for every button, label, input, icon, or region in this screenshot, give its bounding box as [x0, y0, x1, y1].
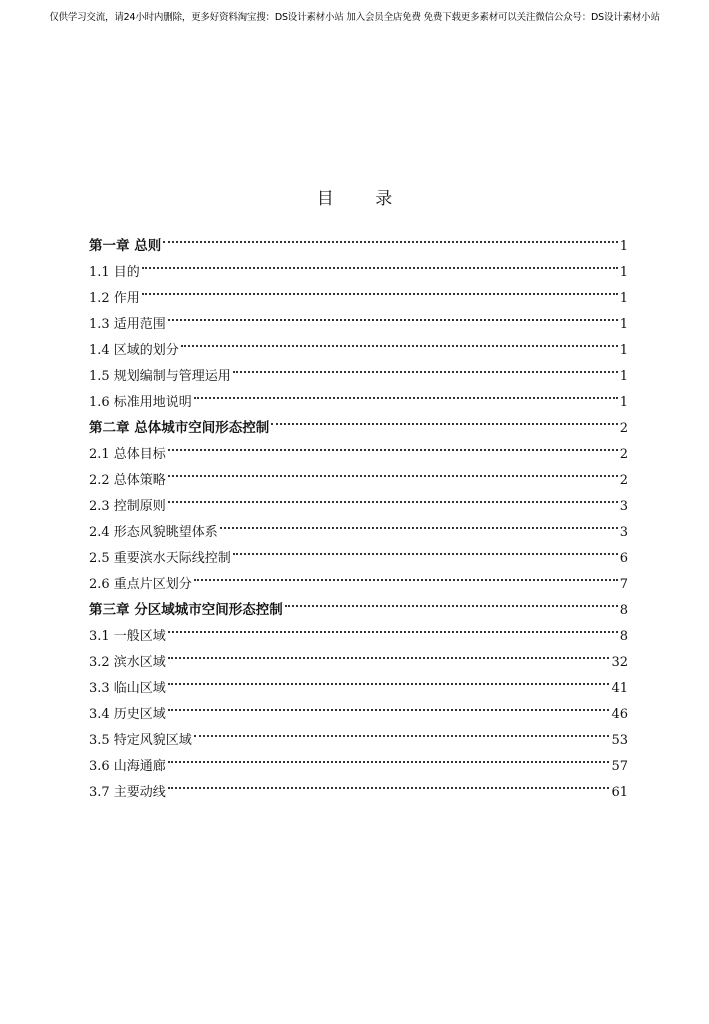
toc-entry-page: 1: [619, 265, 628, 280]
toc-entry-page: 8: [619, 629, 628, 644]
toc-entry-page: 2: [619, 473, 628, 488]
toc-entry-label: 3.5 特定风貌区域: [89, 733, 192, 748]
dot-leader: [168, 432, 618, 458]
toc-entry-label: 1.3 适用范围: [89, 317, 166, 332]
toc-entry-page: 32: [611, 655, 628, 670]
dot-leader: [168, 302, 618, 328]
dot-leader: [168, 770, 610, 796]
toc-title: 目 录: [316, 189, 411, 209]
dot-leader: [168, 614, 618, 640]
toc-entry-page: 3: [619, 499, 628, 514]
dot-leader: [271, 406, 618, 432]
toc-entry-label: 2.1 总体目标: [89, 447, 166, 462]
toc-entry-page: 6: [619, 551, 628, 566]
toc-entry-label: 1.1 目的: [89, 265, 140, 280]
toc-chapter-1[interactable]: [89, 224, 628, 254]
toc-entry-page: 1: [619, 317, 628, 332]
dot-leader: [220, 510, 618, 536]
dot-leader: [168, 484, 618, 510]
toc-entry-label: 3.4 历史区域: [89, 707, 166, 722]
table-of-contents: [89, 224, 628, 800]
toc-entry-page: 7: [619, 577, 628, 592]
dot-leader: [285, 588, 618, 614]
dot-leader: [163, 224, 618, 250]
dot-leader: [142, 250, 618, 276]
toc-entry-label: 3.2 滨水区域: [89, 655, 166, 670]
toc-section-2-1[interactable]: [89, 432, 628, 462]
toc-entry-page: 1: [619, 343, 628, 358]
toc-entry-page: 2: [619, 421, 628, 436]
toc-section-3-2[interactable]: [89, 640, 628, 670]
dot-leader: [168, 458, 618, 484]
toc-entry-page: 1: [619, 395, 628, 410]
toc-section-2-2[interactable]: [89, 458, 628, 488]
toc-section-1-4[interactable]: [89, 328, 628, 358]
toc-entry-label: 3.7 主要动线: [89, 785, 166, 800]
toc-entry-label: 第三章 分区域城市空间形态控制: [89, 602, 283, 618]
toc-entry-page: 8: [619, 603, 628, 618]
toc-section-3-1[interactable]: [89, 614, 628, 644]
toc-section-3-3[interactable]: [89, 666, 628, 696]
dot-leader: [194, 562, 618, 588]
dot-leader: [194, 380, 618, 406]
dot-leader: [194, 718, 610, 744]
toc-entry-page: 3: [619, 525, 628, 540]
toc-entry-page: 1: [619, 239, 628, 254]
toc-entry-label: 第二章 总体城市空间形态控制: [89, 420, 270, 436]
toc-entry-label: 1.6 标准用地说明: [89, 395, 192, 410]
dot-leader: [233, 354, 618, 380]
dot-leader: [168, 640, 610, 666]
dot-leader: [168, 744, 610, 770]
dot-leader: [168, 666, 610, 692]
toc-section-2-3[interactable]: [89, 484, 628, 514]
toc-entry-page: 1: [619, 291, 628, 306]
toc-entry-label: 2.2 总体策略: [89, 473, 166, 488]
toc-entry-label: 1.5 规划编制与管理运用: [89, 369, 231, 384]
toc-entry-label: 2.6 重点片区划分: [89, 577, 192, 592]
toc-entry-page: 57: [611, 759, 628, 774]
toc-entry-label: 2.3 控制原则: [89, 499, 166, 514]
toc-section-3-6[interactable]: [89, 744, 628, 774]
toc-entry-page: 41: [611, 681, 628, 696]
toc-section-1-2[interactable]: [89, 276, 628, 306]
dot-leader: [233, 536, 618, 562]
toc-entry-label: 3.3 临山区域: [89, 681, 166, 696]
toc-entry-page: 2: [619, 447, 628, 462]
toc-entry-page: 53: [611, 733, 628, 748]
toc-entry-label: 2.5 重要滨水天际线控制: [89, 551, 231, 566]
toc-entry-label: 3.6 山海通廊: [89, 759, 166, 774]
toc-entry-page: 46: [611, 707, 628, 722]
toc-entry-label: 第一章 总则: [89, 238, 162, 254]
toc-section-3-4[interactable]: [89, 692, 628, 722]
toc-section-1-1[interactable]: [89, 250, 628, 280]
toc-entry-label: 1.2 作用: [89, 291, 140, 306]
toc-section-1-3[interactable]: [89, 302, 628, 332]
toc-section-3-5[interactable]: [89, 718, 628, 748]
toc-entry-label: 3.1 一般区域: [89, 629, 166, 644]
dot-leader: [142, 276, 618, 302]
toc-entry-label: 2.4 形态风貌眺望体系: [89, 525, 218, 540]
toc-entry-page: 61: [611, 785, 628, 800]
toc-entry-label: 1.4 区域的划分: [89, 343, 179, 358]
dot-leader: [181, 328, 618, 354]
toc-section-3-7[interactable]: [89, 770, 628, 800]
toc-section-2-4[interactable]: [89, 510, 628, 540]
toc-entry-page: 1: [619, 369, 628, 384]
dot-leader: [168, 692, 610, 718]
watermark-notice: 仅供学习交流，请24小时内删除，更多好资料淘宝搜：DS设计素材小站 加入会员全店免费 免费下载更多素材可以关注微信公众号：DS设计素材小站: [49, 12, 660, 23]
